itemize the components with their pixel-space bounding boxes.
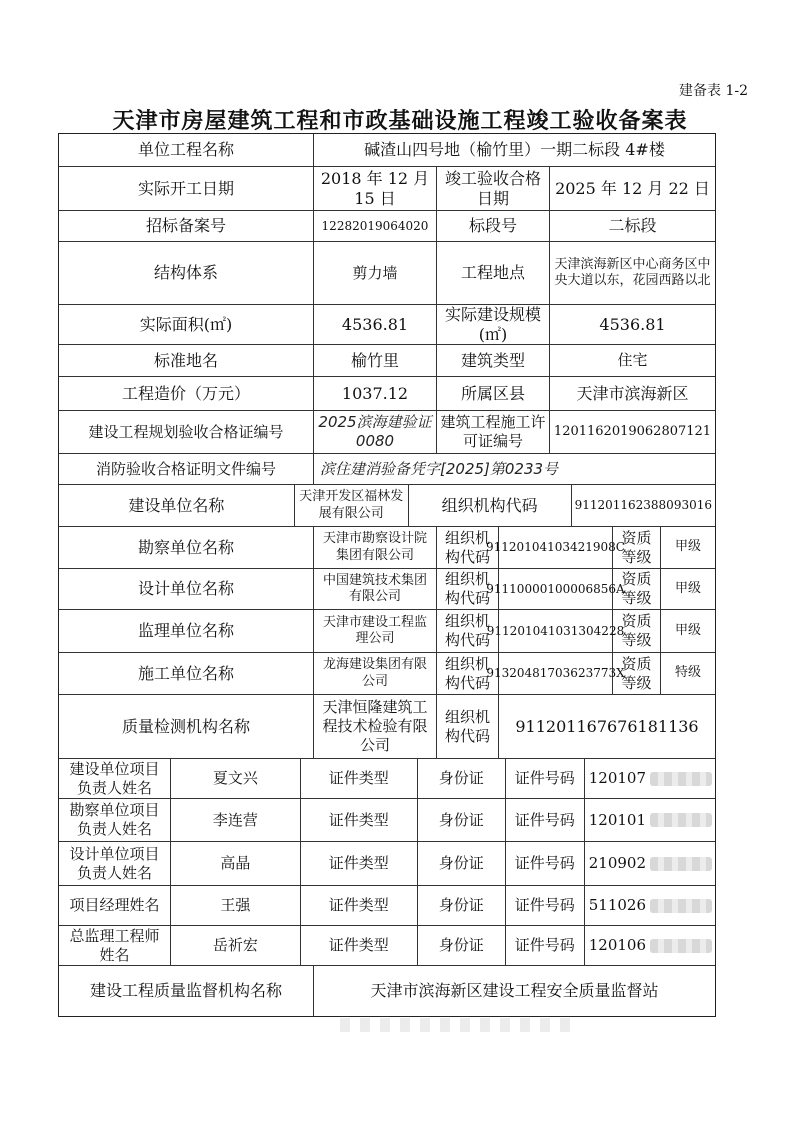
value-testing: 天津恒隆建筑工程技术检验有限公司 <box>314 695 437 758</box>
value-supervision-org: 911201041031304228 <box>499 610 613 652</box>
value-survey-org: 91120104103421908C <box>499 527 613 568</box>
label-supervisor: 建设工程质量监督机构名称 <box>59 966 314 1016</box>
page-title: 天津市房屋建筑工程和市政基础设施工程竣工验收备案表 <box>112 109 688 134</box>
label-design-qual: 资质等级 <box>613 569 661 609</box>
value-planning-cert: 2025滨海建验证0080 <box>314 411 437 453</box>
label-supervision: 监理单位名称 <box>59 610 314 652</box>
value-fire-cert: 滨住建消验备凭字[2025]第0233号 <box>320 459 559 478</box>
row-area <box>59 305 715 345</box>
value-builder: 天津开发区福林发展有限公司 <box>295 485 409 526</box>
cert-no-value <box>585 759 715 798</box>
label-start-date: 实际开工日期 <box>59 167 314 210</box>
label-planning-cert: 建设工程规划验收合格证编号 <box>59 411 314 453</box>
cert-no-prefix: 120107 <box>588 769 646 788</box>
row-testing <box>59 695 715 759</box>
redaction-mark <box>650 772 712 786</box>
cert-type-value: 身份证 <box>418 926 506 965</box>
label-survey-org: 组织机构代码 <box>437 527 499 568</box>
value-survey: 天津市勘察设计院集团有限公司 <box>314 527 437 568</box>
value-construction: 龙海建设集团有限公司 <box>314 653 437 694</box>
value-section-no: 二标段 <box>608 216 657 235</box>
person-name: 高晶 <box>171 842 301 885</box>
value-building-type: 住宅 <box>617 351 648 370</box>
label-bid-no: 招标备案号 <box>59 211 314 241</box>
cert-no-label: 证件号码 <box>506 759 585 798</box>
cert-no-prefix: 120106 <box>588 936 646 955</box>
redaction-mark <box>650 939 712 953</box>
row-supervisor <box>59 966 715 1016</box>
row-construction <box>59 653 715 695</box>
label-construction: 施工单位名称 <box>59 653 314 694</box>
label-survey: 勘察单位名称 <box>59 527 314 568</box>
value-scale: 4536.81 <box>599 314 666 334</box>
row-project-name <box>59 134 715 167</box>
cert-no-label: 证件号码 <box>506 886 585 925</box>
value-builder-org: 911201162388093016 <box>574 498 712 512</box>
person-row <box>59 842 715 886</box>
label-construction-org: 组织机构代码 <box>437 653 499 694</box>
cert-no-value <box>585 926 715 965</box>
label-project-name: 单位工程名称 <box>59 134 314 166</box>
label-construction-qual: 资质等级 <box>613 653 661 694</box>
cert-type-value: 身份证 <box>418 886 506 925</box>
value-supervision-qual: 甲级 <box>674 622 701 638</box>
label-section-no: 标段号 <box>437 211 550 241</box>
label-area: 实际面积(㎡) <box>59 305 314 344</box>
label-testing: 质量检测机构名称 <box>59 695 314 758</box>
value-survey-qual: 甲级 <box>674 539 701 555</box>
label-place: 标准地名 <box>59 345 314 376</box>
cert-no-prefix: 210902 <box>588 854 646 873</box>
row-place <box>59 345 715 377</box>
label-design-org: 组织机构代码 <box>437 569 499 609</box>
cert-no-label: 证件号码 <box>506 799 585 841</box>
cert-type-label: 证件类型 <box>301 926 418 965</box>
row-bid <box>59 211 715 242</box>
value-area: 4536.81 <box>314 305 437 344</box>
row-design <box>59 569 715 610</box>
value-project-name: 碱渣山四号地（榆竹里）一期二标段 4#楼 <box>364 140 665 159</box>
person-role: 勘察单位项目负责人姓名 <box>59 799 171 841</box>
row-planning <box>59 411 715 454</box>
person-name: 李连营 <box>171 799 301 841</box>
cert-type-value: 身份证 <box>418 799 506 841</box>
record-form <box>58 133 716 1017</box>
label-supervision-org: 组织机构代码 <box>437 610 499 652</box>
cert-no-label: 证件号码 <box>506 926 585 965</box>
cert-no-prefix: 120101 <box>588 810 646 829</box>
value-design: 中国建筑技术集团有限公司 <box>314 569 437 609</box>
stamp-smudge <box>340 1018 570 1032</box>
label-site: 工程地点 <box>437 242 550 304</box>
label-district: 所属区县 <box>437 377 550 410</box>
label-builder-org: 组织机构代码 <box>409 485 572 526</box>
label-permit: 建筑工程施工许可证编号 <box>437 411 550 453</box>
cert-no-prefix: 511026 <box>588 896 646 915</box>
label-builder: 建设单位名称 <box>59 485 295 526</box>
value-start-date: 2018 年 12 月 15 日 <box>314 167 437 210</box>
cert-type-label: 证件类型 <box>301 799 418 841</box>
person-row <box>59 926 715 966</box>
row-survey <box>59 527 715 569</box>
cert-type-label: 证件类型 <box>301 886 418 925</box>
person-role: 项目经理姓名 <box>59 886 171 925</box>
cert-no-value <box>585 799 715 841</box>
label-building-type: 建筑类型 <box>437 345 550 376</box>
value-cost: 1037.12 <box>314 377 437 410</box>
value-structure: 剪力墙 <box>314 242 437 304</box>
redaction-mark <box>650 857 712 871</box>
label-testing-org: 组织机构代码 <box>437 695 499 758</box>
person-name: 王强 <box>171 886 301 925</box>
label-survey-qual: 资质等级 <box>613 527 661 568</box>
person-row <box>59 886 715 926</box>
value-site: 天津滨海新区中心商务区中央大道以东，花园西路以北 <box>554 256 711 288</box>
label-cost: 工程造价（万元） <box>59 377 314 410</box>
value-district: 天津市滨海新区 <box>576 383 689 403</box>
row-cost <box>59 377 715 411</box>
label-supervision-qual: 资质等级 <box>613 610 661 652</box>
person-name: 岳祈宏 <box>171 926 301 965</box>
row-dates <box>59 167 715 211</box>
person-row <box>59 799 715 842</box>
value-bid-no: 12282019064020 <box>314 211 437 241</box>
label-accept-date: 竣工验收合格日期 <box>437 167 550 210</box>
cert-type-label: 证件类型 <box>301 842 418 885</box>
value-accept-date: 2025 年 12 月 22 日 <box>555 178 710 198</box>
label-design: 设计单位名称 <box>59 569 314 609</box>
cert-type-value: 身份证 <box>418 842 506 885</box>
value-design-org: 91110000100006856A <box>499 569 613 609</box>
label-structure: 结构体系 <box>59 242 314 304</box>
row-fire <box>59 454 715 485</box>
value-testing-org: 911201167676181136 <box>515 716 699 736</box>
row-builder <box>59 485 715 527</box>
redaction-mark <box>650 899 712 913</box>
cert-no-value <box>585 842 715 885</box>
value-place: 榆竹里 <box>314 345 437 376</box>
value-supervisor: 天津市滨海新区建设工程安全质量监督站 <box>370 981 659 1000</box>
cert-type-value: 身份证 <box>418 759 506 798</box>
form-code-label: 建备表 1-2 <box>679 83 748 99</box>
person-role: 建设单位项目负责人姓名 <box>59 759 171 798</box>
value-supervision: 天津市建设工程监理公司 <box>314 610 437 652</box>
cert-no-label: 证件号码 <box>506 842 585 885</box>
value-construction-org: 91320481703623773X <box>499 653 613 694</box>
label-scale: 实际建设规模(㎡) <box>437 305 550 344</box>
person-name: 夏文兴 <box>171 759 301 798</box>
redaction-mark <box>650 813 712 827</box>
row-structure <box>59 242 715 305</box>
person-row <box>59 759 715 799</box>
cert-type-label: 证件类型 <box>301 759 418 798</box>
cert-no-value <box>585 886 715 925</box>
person-role: 设计单位项目负责人姓名 <box>59 842 171 885</box>
value-design-qual: 甲级 <box>674 580 701 596</box>
value-permit: 1201162019062807121 <box>553 423 712 439</box>
label-fire-cert: 消防验收合格证明文件编号 <box>59 454 314 484</box>
row-supervision <box>59 610 715 653</box>
value-construction-qual: 特级 <box>674 665 701 681</box>
person-role: 总监理工程师姓名 <box>59 926 171 965</box>
